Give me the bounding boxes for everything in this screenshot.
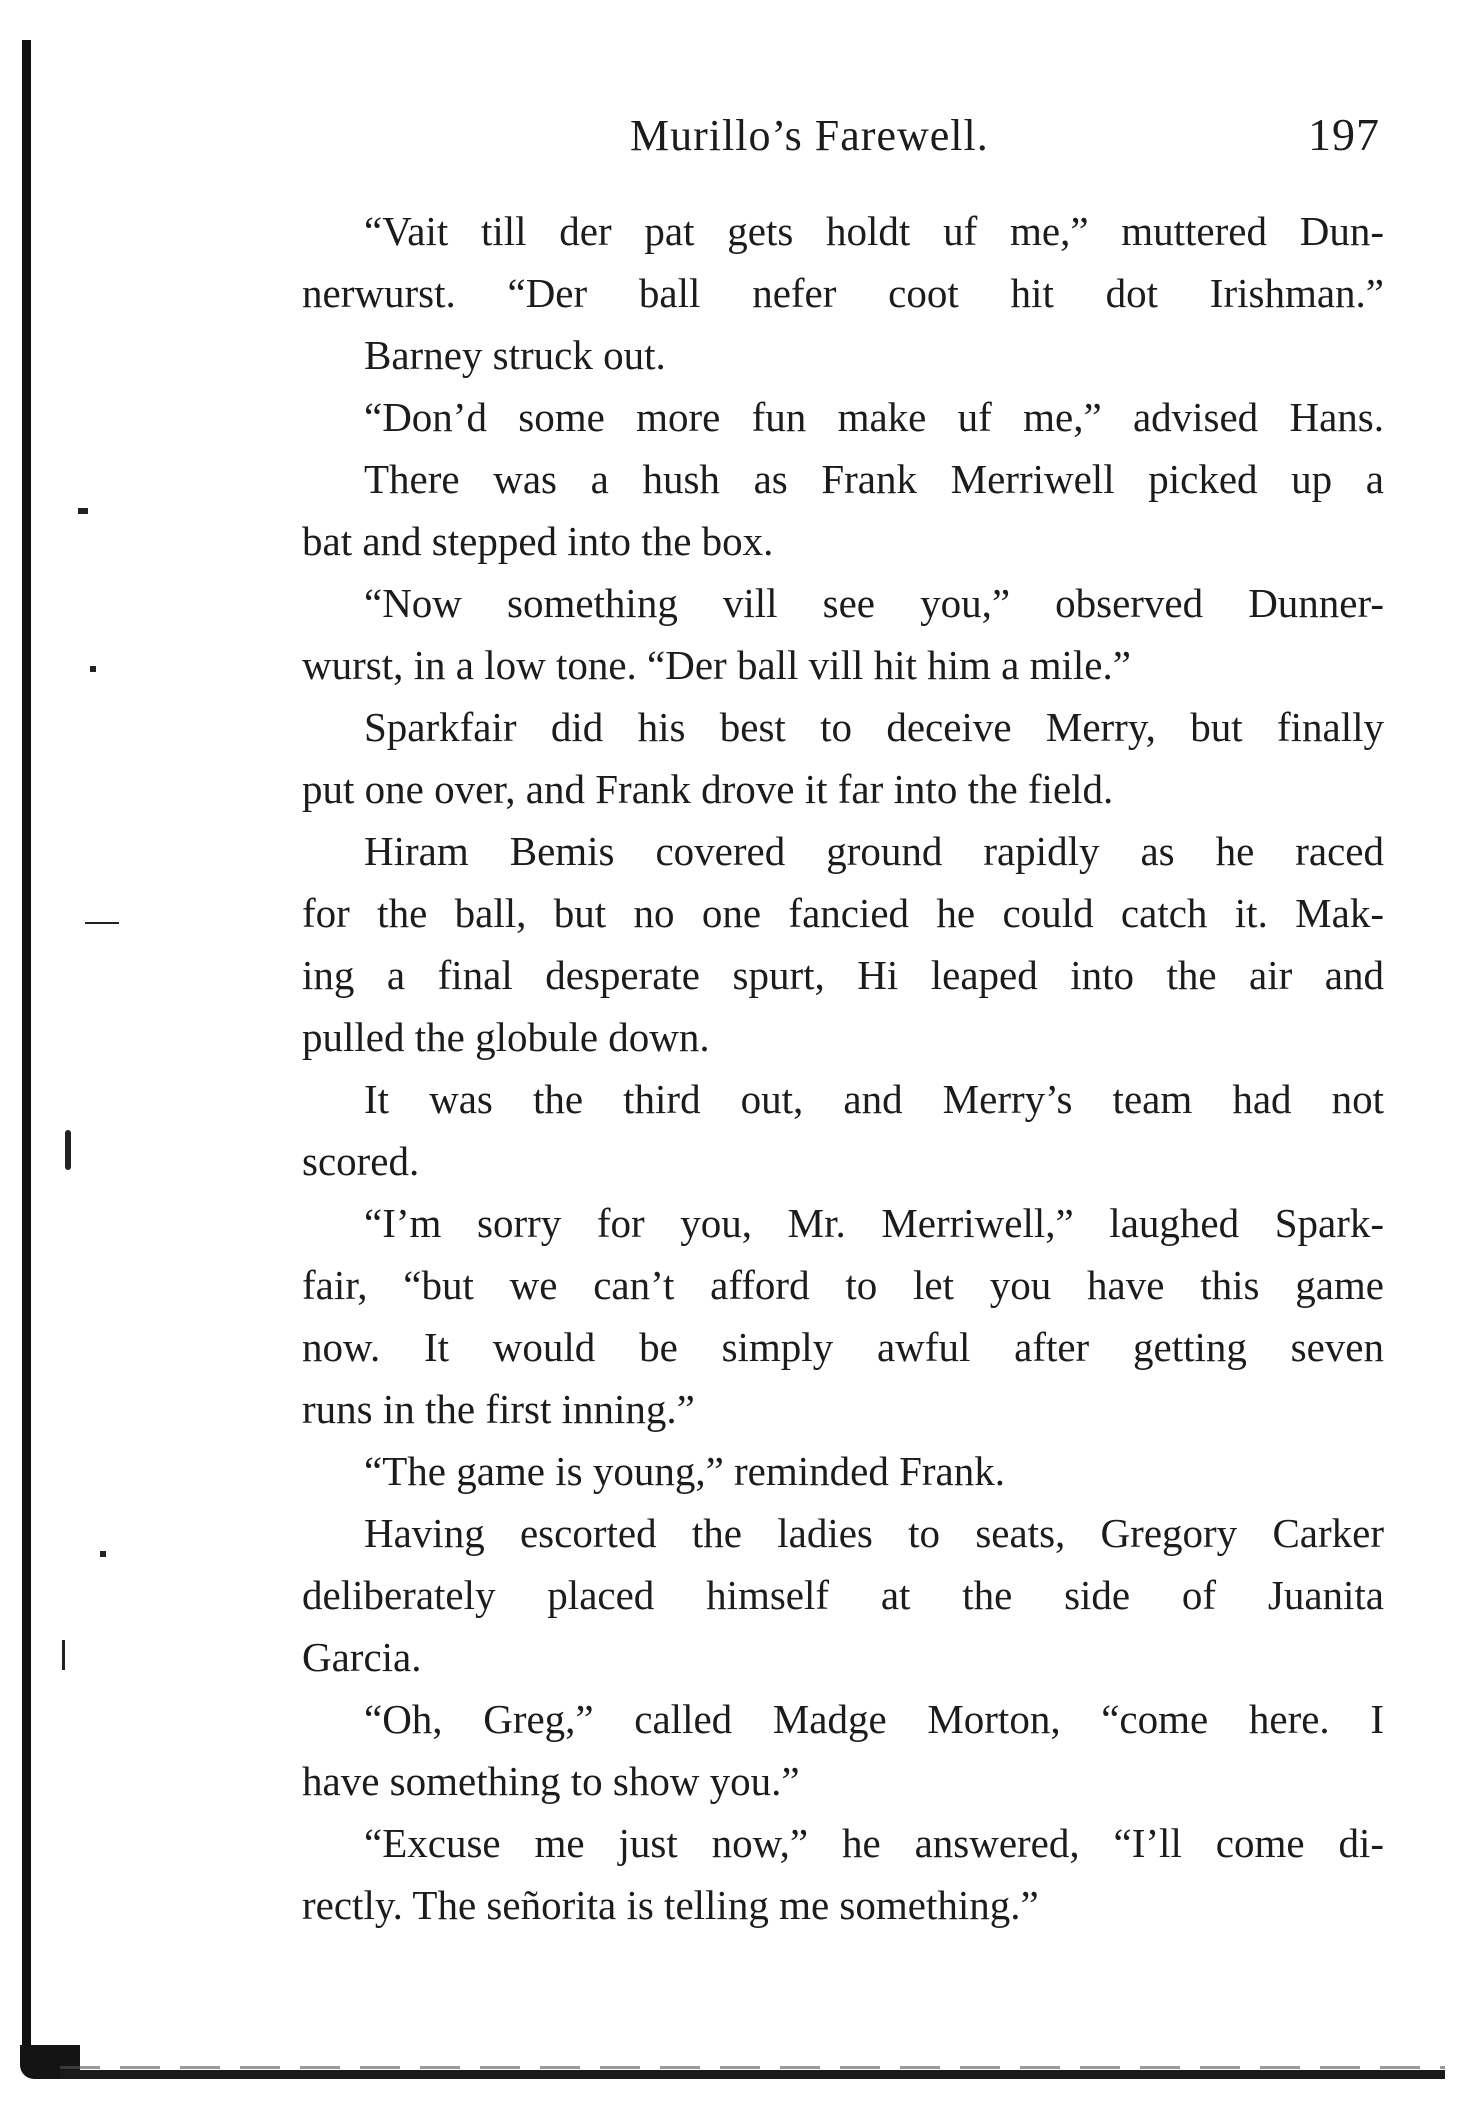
text-line: put one over, and Frank drove it far into the field.	[302, 766, 1114, 812]
text-line: now. It would be simply awful after getting seven	[302, 1324, 1384, 1370]
text-line: Hiram Bemis covered ground rapidly as he raced	[364, 828, 1384, 874]
text-line: “Excuse me just now,” he answered, “I’ll come di-	[364, 1820, 1384, 1866]
text-line: There was a hush as Frank Merriwell picked up a	[364, 456, 1384, 502]
margin-speck	[65, 1130, 71, 1170]
text-body	[302, 200, 1384, 1936]
running-title: Murillo’s Farewell.	[630, 111, 989, 160]
margin-speck	[85, 922, 119, 924]
text-line: “I’m sorry for you, Mr. Merriwell,” laughed Spark-	[364, 1200, 1384, 1246]
text-line: deliberately placed himself at the side of Juanita	[302, 1572, 1384, 1618]
text-line: wurst, in a low tone. “Der ball vill hit him a mile.”	[302, 642, 1131, 688]
running-head	[300, 110, 1380, 170]
bottom-rule-shadow	[60, 2066, 1445, 2069]
text-line: Having escorted the ladies to seats, Gregory Carker	[364, 1510, 1384, 1556]
binding-edge	[22, 40, 31, 2070]
text-line: rectly. The señorita is telling me something.”	[302, 1882, 1039, 1928]
text-line: It was the third out, and Merry’s team had not	[364, 1076, 1384, 1122]
margin-speck	[78, 508, 88, 514]
text-line: Garcia.	[302, 1634, 422, 1680]
text-line: “Vait till der pat gets holdt uf me,” muttered Dun-	[364, 208, 1384, 254]
text-line: bat and stepped into the box.	[302, 518, 774, 564]
text-line: pulled the globule down.	[302, 1014, 710, 1060]
bottom-rule	[60, 2070, 1445, 2079]
text-line: “Don’d some more fun make uf me,” advised Hans.	[364, 394, 1384, 440]
text-line: fair, “but we can’t afford to let you have this game	[302, 1262, 1384, 1308]
margin-speck	[90, 666, 96, 672]
text-line: runs in the first inning.”	[302, 1386, 695, 1432]
margin-speck	[100, 1551, 106, 1557]
text-line: ing a final desperate spurt, Hi leaped into the air and	[302, 952, 1384, 998]
text-line: scored.	[302, 1138, 420, 1184]
page-number: 197	[1308, 109, 1380, 160]
margin-speck	[62, 1640, 65, 1670]
text-line: nerwurst. “Der ball nefer coot hit dot Irishman.”	[302, 270, 1384, 316]
text-line: for the ball, but no one fancied he could catch it. Mak-	[302, 890, 1384, 936]
text-line: “The game is young,” reminded Frank.	[364, 1448, 1006, 1494]
text-line: “Oh, Greg,” called Madge Morton, “come here. I	[364, 1696, 1384, 1742]
text-line: Sparkfair did his best to deceive Merry, but finally	[364, 704, 1384, 750]
text-line: “Now something vill see you,” observed Dunner-	[364, 580, 1384, 626]
text-line: have something to show you.”	[302, 1758, 800, 1804]
text-line: Barney struck out.	[364, 332, 666, 378]
